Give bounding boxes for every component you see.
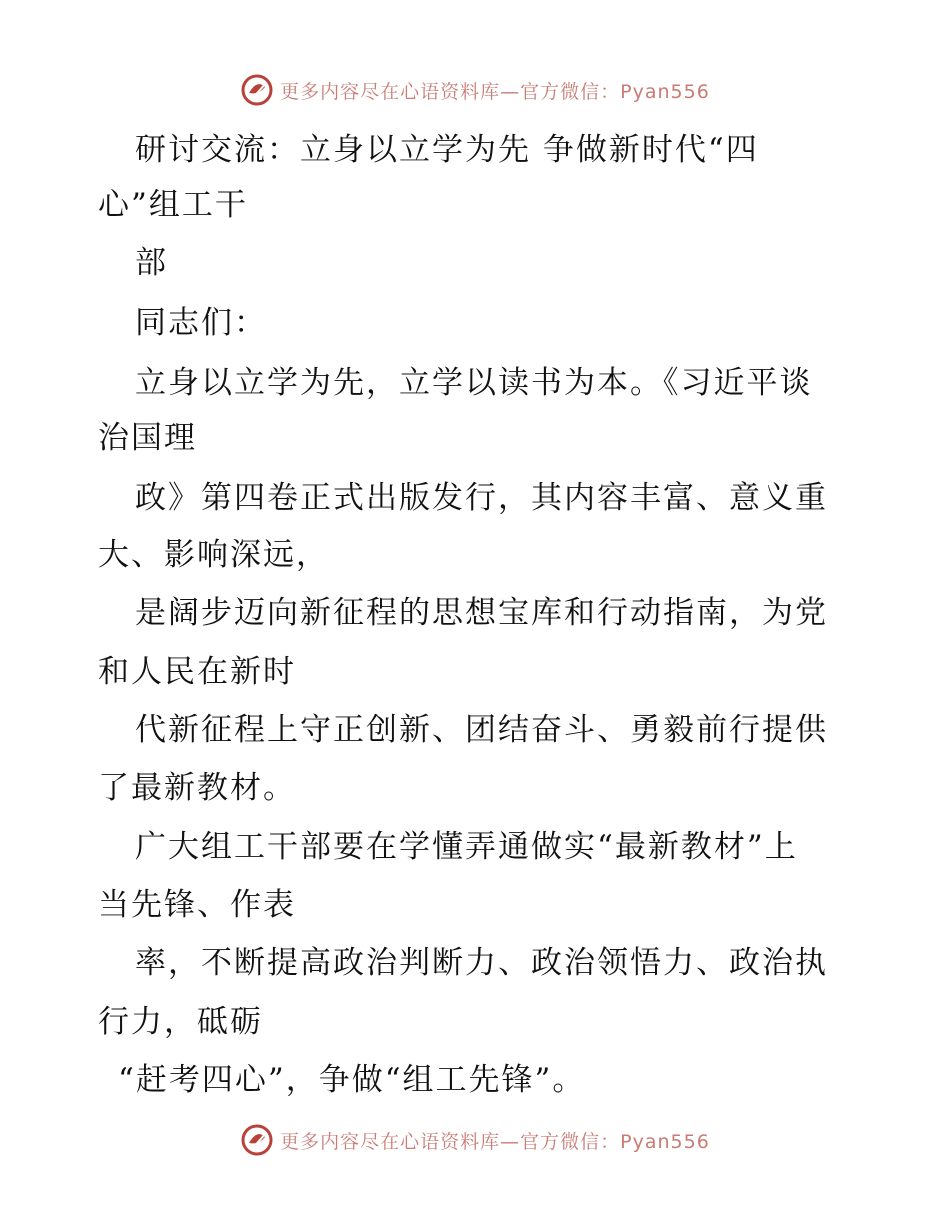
paragraph-line: “赶考四心”，争做“组工先锋”。 [118,1062,586,1098]
paragraph-line: 政》第四卷正式出版发行，其内容丰富、意义重 [135,480,828,516]
paragraph-line: 和人民在新时 [98,654,296,690]
paragraph-line: 行力，砥砺 [98,1004,263,1040]
paragraph-line: 立身以立学为先，立学以读书为本。《习近平谈 [135,365,813,401]
title-line-3: 部 [135,245,168,281]
paragraph-line: 是阔步迈向新征程的思想宝库和行动指南，为党 [135,595,828,631]
paragraph-line: 治国理 [98,420,197,456]
salutation: 同志们： [135,305,267,341]
header-watermark [0,70,950,110]
title-line-2: 心”组工干 [98,187,248,223]
paragraph-line: 了最新教材。 [98,770,296,806]
logo-icon [240,73,274,107]
title-line-1: 研讨交流：立身以立学为先 争做新时代“四 [135,132,759,168]
logo-icon [240,1123,274,1157]
paragraph-line: 广大组工干部要在学懂弄通做实“最新教材”上 [135,829,798,865]
paragraph-line: 率，不断提高政治判断力、政治领悟力、政治执 [135,945,828,981]
paragraph-line: 代新征程上守正创新、团结奋斗、勇毅前行提供 [135,712,828,748]
paragraph-line: 当先锋、作表 [98,887,296,923]
paragraph-line: 大、影响深远， [98,537,329,573]
footer-watermark-text: 更多内容尽在心语资料库—官方微信：Pyan556 [280,1130,710,1153]
footer-watermark [0,1120,950,1160]
header-watermark-text: 更多内容尽在心语资料库—官方微信：Pyan556 [280,80,710,103]
